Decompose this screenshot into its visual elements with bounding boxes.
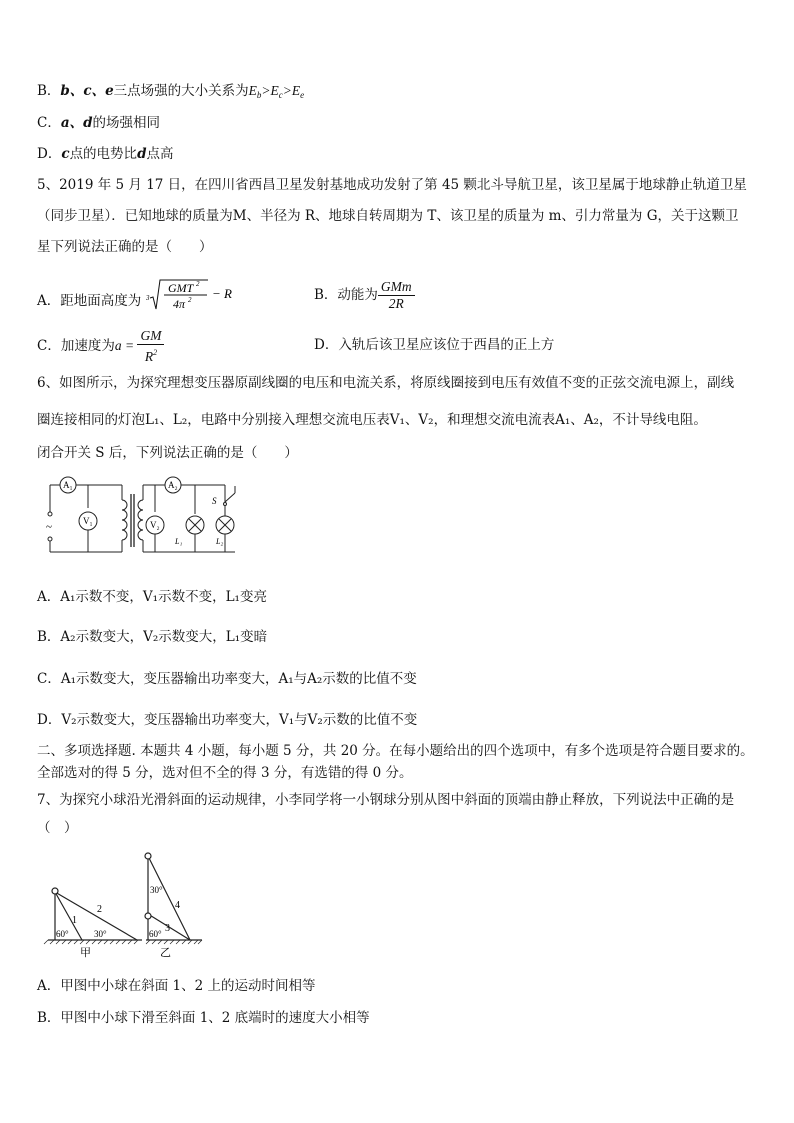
q6-stem-line2: 圈连接相同的灯泡L₁、L₂，电路中分别接入理想交流电压表V₁、V₂，和理想交流电流表A₁、A₂，不计导线电阻。 (37, 412, 707, 428)
q5-option-b: B．动能为 $\frac{\text{GMm}}{2R}$ (314, 278, 415, 312)
figure-jia-label: 甲 (80, 947, 91, 959)
svg-text:GMT: GMT (167, 281, 193, 295)
lamp-l1-label: L₁ (175, 537, 183, 546)
q6-option-d: D．V₂示数变大，变压器输出功率变大，V₁与V₂示数的比值不变 (37, 712, 418, 728)
q6-option-b: B．A₂示数变大，V₂示数变大，L₁变暗 (37, 629, 268, 645)
svg-text:4π: 4π (172, 297, 185, 311)
lamp-l2-label: L₂ (216, 537, 224, 546)
q6-stem-line1: 6、如图所示，为探究理想变压器原副线圈的电压和电流关系，将原线圈接到电压有效值不变的正弦交流电源上，副线 (37, 375, 735, 391)
q6-option-c: C．A₁示数变大，变压器输出功率变大，A₁与A₂示数的比值不变 (37, 671, 417, 687)
q5-stem-line3: 星下列说法正确的是（ ） (37, 239, 213, 255)
angle-60-label: 60° (56, 929, 69, 939)
inclined-planes-figure (42, 848, 222, 968)
ammeter-a2-label: A₂ (168, 480, 178, 490)
q7-option-a: A．甲图中小球在斜面 1、2 上的运动时间相等 (37, 978, 316, 994)
q4-option-c: C．a、d的场强相同 (37, 115, 161, 131)
cube-root-formula (146, 278, 238, 325)
q6-stem-line3: 闭合开关 S 后，下列说法正确的是（ ） (37, 445, 298, 461)
angle-60-b-label: 60° (149, 929, 162, 939)
q5-option-d: D．入轨后该卫星应该位于西昌的正上方 (314, 337, 555, 353)
transformer-circuit-diagram (40, 472, 250, 562)
slope-3-label: 3 (165, 923, 170, 934)
q7-stem-line2: （ ） (37, 820, 78, 836)
voltmeter-v2-label: V₂ (150, 520, 160, 530)
svg-text:2: 2 (187, 296, 192, 304)
ammeter-a1-label: A₁ (63, 480, 73, 490)
switch-s-label: S (212, 496, 217, 506)
q4-option-d: D．c点的电势比d点高 (37, 146, 174, 162)
cube-root-svg (146, 278, 238, 312)
slope-1-label: 1 (72, 915, 77, 926)
q7-stem-line1: 7、为探究小球沿光滑斜面的运动规律，小李同学将一小钢球分别从图中斜面的顶端由静止释放，下列说法中正确的是 (37, 792, 735, 808)
q5-stem-line1: 5、2019 年 5 月 17 日，在四川省西昌卫星发射基地成功发射了第 45 颗北斗导航卫星，该卫星属于地球静止轨道卫星 (37, 177, 747, 193)
section2-heading-line2: 全部选对的得 5 分，选对但不全的得 3 分，有选错的得 0 分。 (37, 765, 413, 781)
ac-source-symbol: ~ (46, 521, 52, 533)
q5-option-a: A．距地面高度为 3 GMT 2 4π 2 − R (37, 278, 238, 312)
figure-yi-label: 乙 (160, 947, 171, 959)
q7-option-b: B．甲图中小球下滑至斜面 1、2 底端时的速度大小相等 (37, 1010, 370, 1026)
svg-text:− R: − R (211, 286, 232, 301)
angle-30-b-label: 30° (150, 885, 163, 895)
q5-stem-line2: （同步卫星）．已知地球的质量为M、半径为 R、地球自转周期为 T、该卫星的质量为 m、引力常量为 G，关于这颗卫 (37, 208, 739, 224)
voltmeter-v1-label: V₁ (83, 516, 93, 526)
svg-text:3: 3 (145, 294, 150, 302)
q4-option-b: B．b、c、e三点场强的大小关系为$E_b>E_c>E_e$ (37, 83, 305, 100)
q6-option-a: A．A₁示数不变，V₁示数不变，L₁变亮 (37, 589, 267, 605)
q5-option-c: C．加速度为a = $\frac{GM}{R^2}$ (37, 328, 164, 362)
section2-heading-line1: 二、多项选择题. 本题共 4 小题，每小题 5 分，共 20 分。在每小题给出的四个选项中，有多个选项是符合题目要求的。 (37, 743, 754, 759)
slope-4-label: 4 (175, 900, 180, 911)
slope-2-label: 2 (97, 904, 102, 915)
angle-30-label: 30° (94, 929, 107, 939)
svg-text:2: 2 (195, 280, 200, 288)
